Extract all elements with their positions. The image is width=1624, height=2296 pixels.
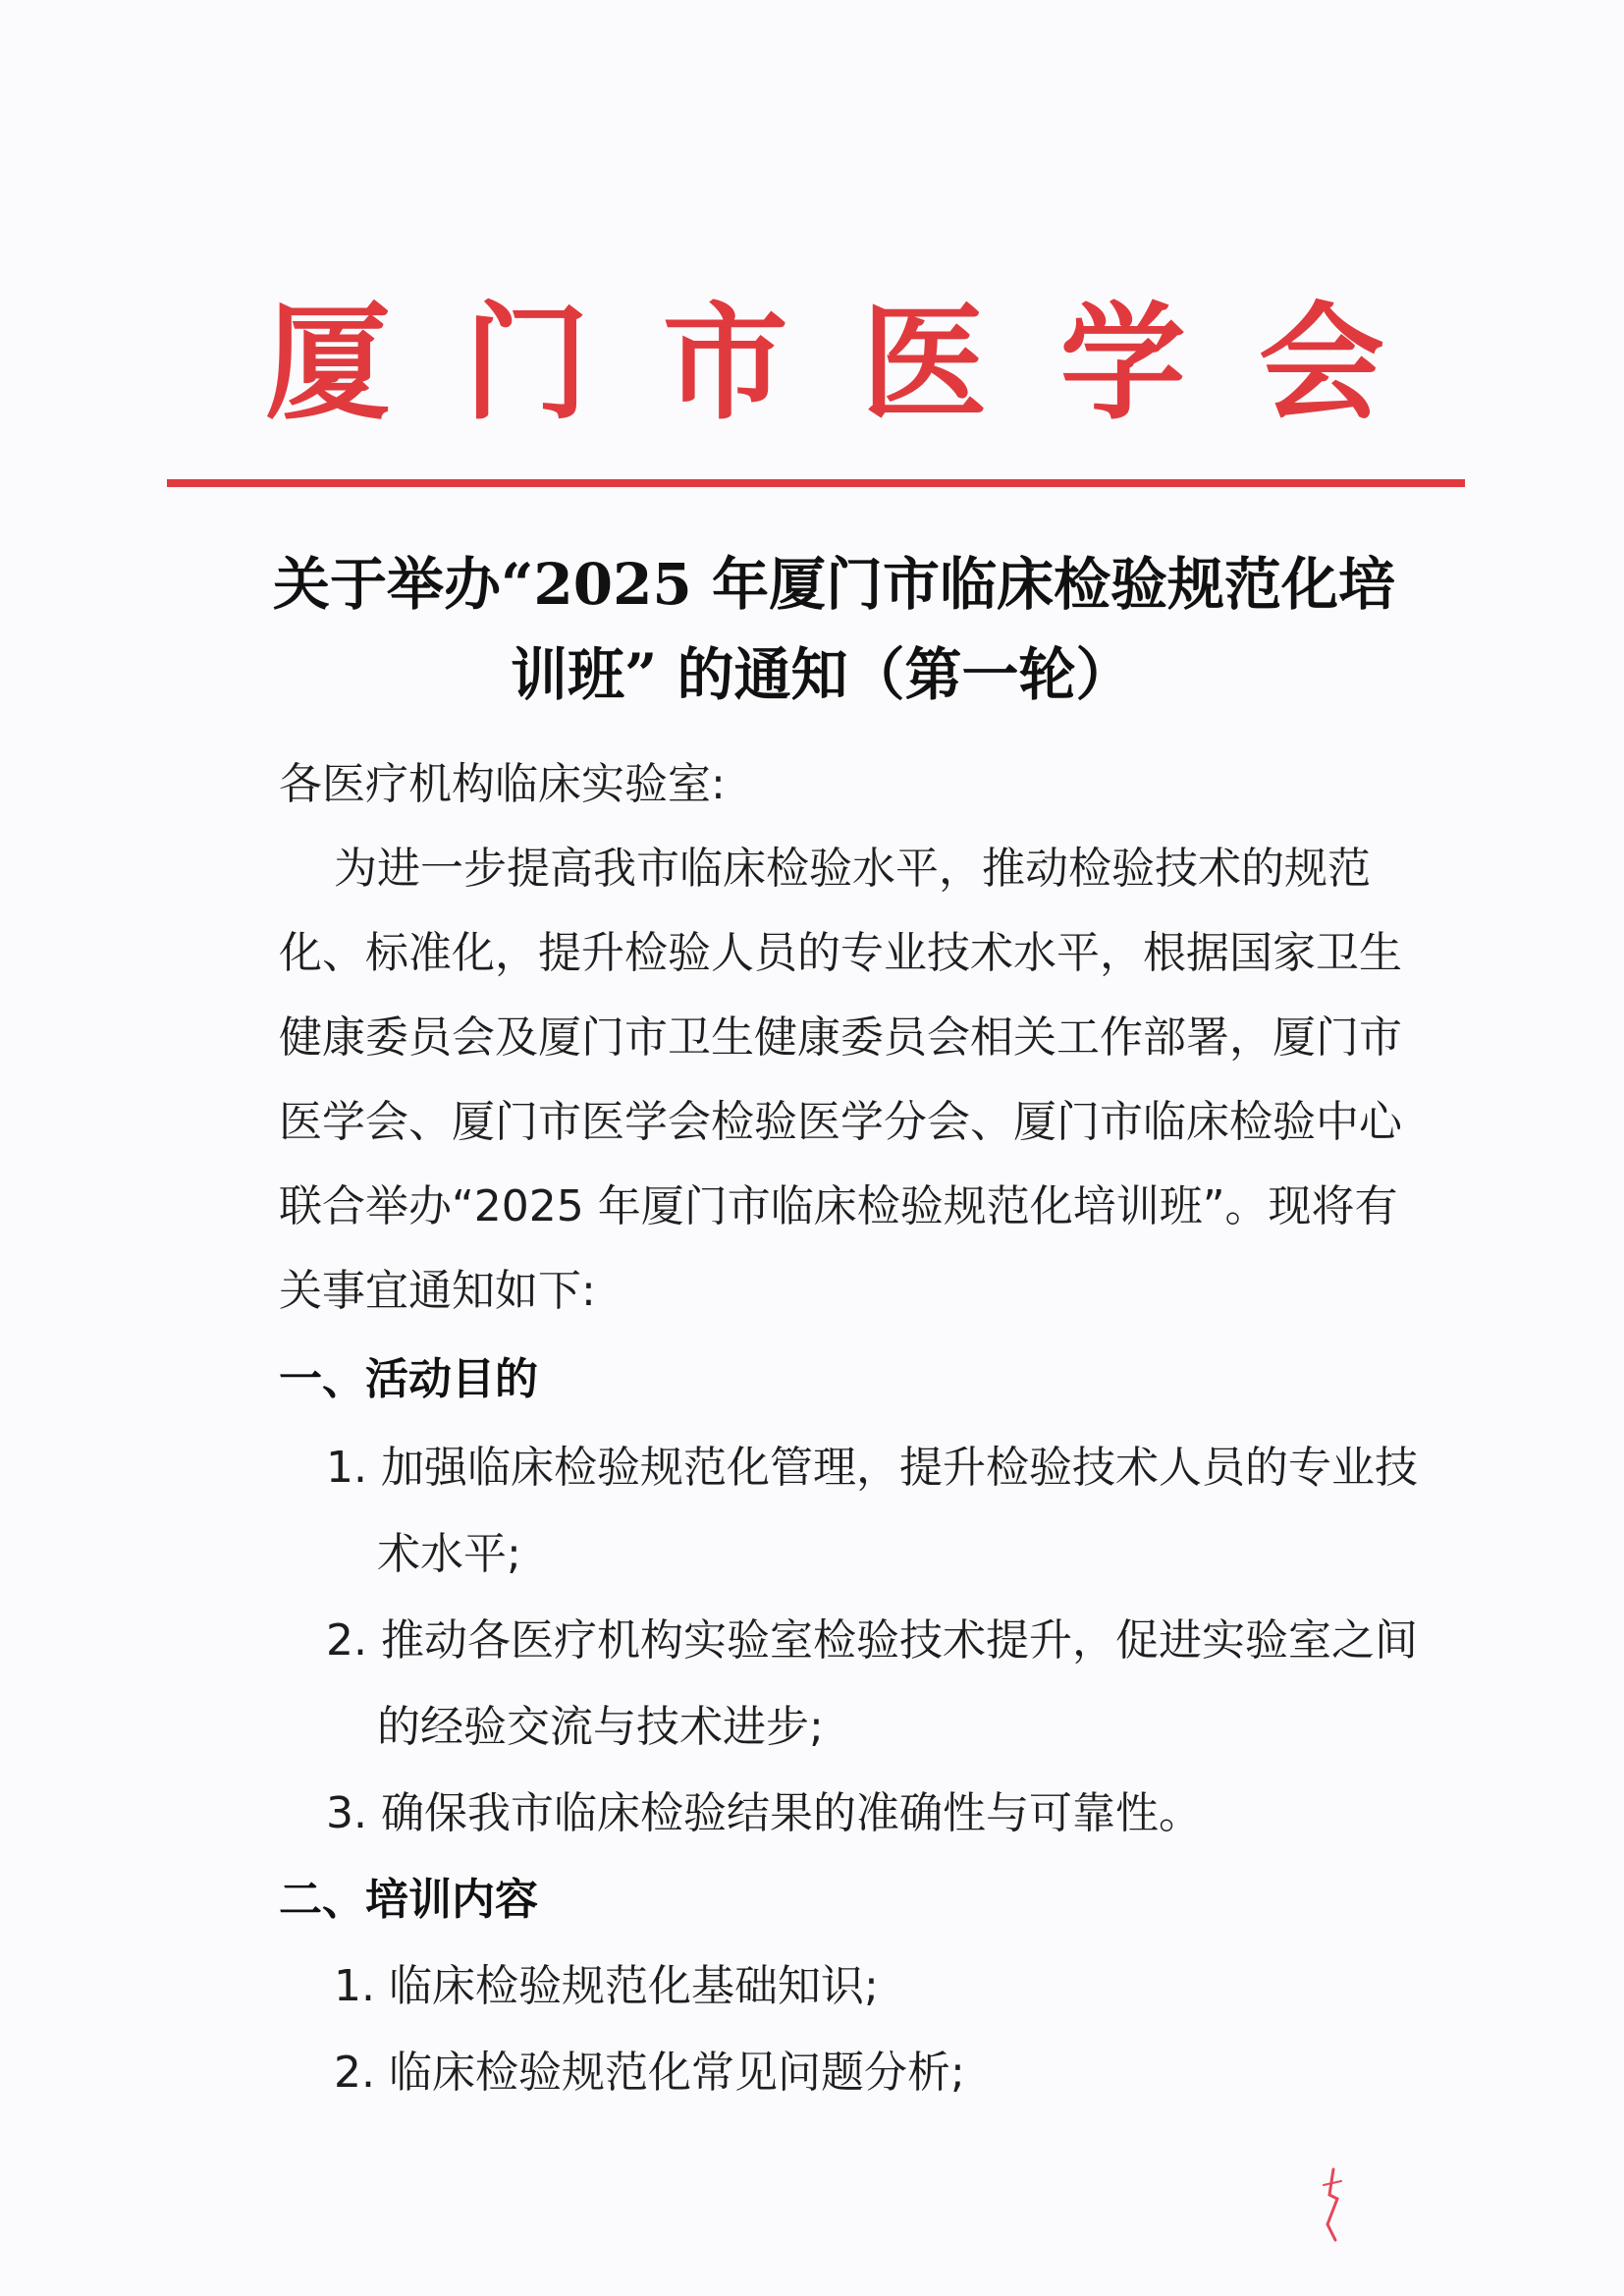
red-ink-mark xyxy=(1316,2165,1351,2244)
letterhead-char: 学 xyxy=(1059,290,1186,437)
letterhead-char: 市 xyxy=(662,290,788,437)
section-heading-purpose: 一、活动目的 xyxy=(279,1354,538,1404)
salutation: 各医疗机构临床实验室: xyxy=(279,759,726,809)
letterhead-divider xyxy=(167,479,1465,487)
letterhead xyxy=(265,290,1384,437)
list-item: 1. 临床检验规范化基础知识; xyxy=(334,1961,879,2011)
list-item-continuation: 术水平; xyxy=(377,1529,521,1579)
list-item: 1. 加强临床检验规范化管理，提升检验技术人员的专业技 xyxy=(326,1443,1418,1493)
intro-line: 关事宜通知如下: xyxy=(279,1266,596,1316)
intro-line: 为进一步提高我市临床检验水平，推动检验技术的规范 xyxy=(334,844,1371,894)
document-title-line-2: 训班” 的通知（第一轮） xyxy=(511,641,1133,708)
intro-line: 化、标准化，提升检验人员的专业技术水平，根据国家卫生 xyxy=(279,928,1402,978)
letterhead-char: 医 xyxy=(861,290,988,437)
letterhead-char: 门 xyxy=(463,290,590,437)
letterhead-char: 会 xyxy=(1258,290,1384,437)
intro-line: 医学会、厦门市医学会检验医学分会、厦门市临床检验中心 xyxy=(279,1097,1402,1147)
list-item: 2. 临床检验规范化常见问题分析; xyxy=(334,2048,965,2098)
letterhead-char: 厦 xyxy=(265,290,392,437)
section-heading-content: 二、培训内容 xyxy=(279,1875,538,1925)
intro-line: 联合举办“2025 年厦门市临床检验规范化培训班”。现将有 xyxy=(279,1181,1398,1231)
list-item-continuation: 的经验交流与技术进步; xyxy=(377,1702,824,1752)
intro-line: 健康委员会及厦门市卫生健康委员会相关工作部署，厦门市 xyxy=(279,1012,1402,1063)
list-item: 2. 推动各医疗机构实验室检验技术提升，促进实验室之间 xyxy=(326,1615,1418,1666)
list-item: 3. 确保我市临床检验结果的准确性与可靠性。 xyxy=(326,1788,1202,1838)
document-title-line-1: 关于举办“2025 年厦门市临床检验规范化培 xyxy=(273,551,1395,618)
